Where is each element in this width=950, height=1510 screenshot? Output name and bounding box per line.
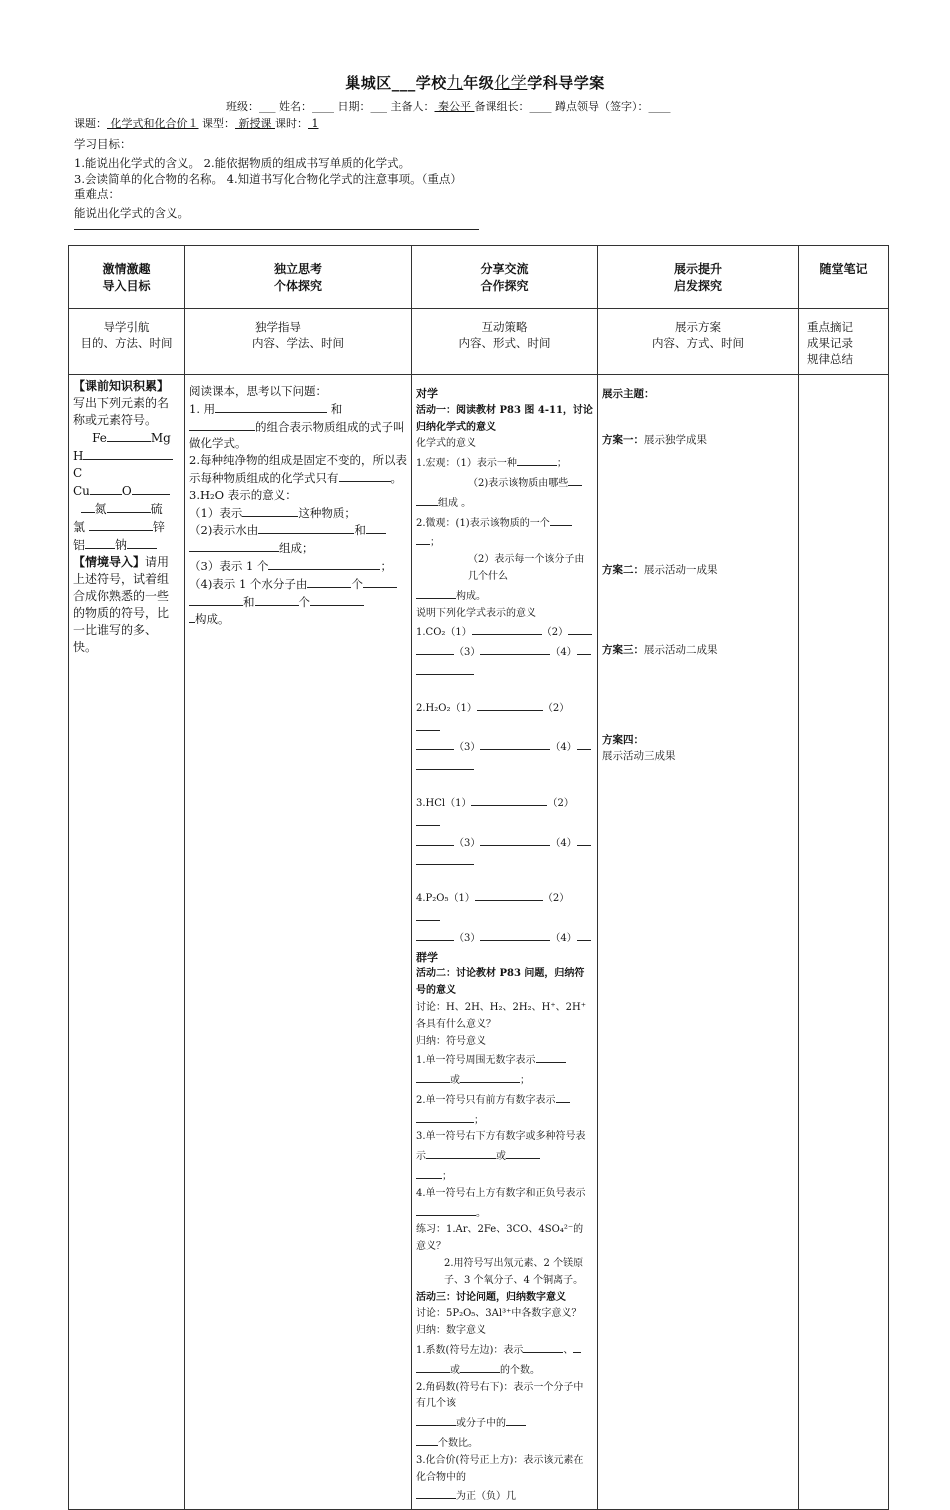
col-presentation bbox=[598, 375, 799, 1510]
blank[interactable] bbox=[416, 1070, 450, 1083]
key-point: 能说出化学式的含义。 bbox=[74, 206, 189, 220]
blank[interactable] bbox=[81, 500, 95, 513]
plan-1-text: 展示独学成果 bbox=[644, 434, 707, 446]
blank[interactable] bbox=[107, 429, 151, 442]
q3-item-4 bbox=[189, 575, 407, 593]
formula-h2o2-label: 2.H₂O₂（1） bbox=[416, 702, 477, 714]
blank[interactable] bbox=[480, 642, 550, 655]
objectives-label: 学习目标： bbox=[74, 137, 132, 151]
situation-heading: 【情境导入】 bbox=[73, 555, 146, 569]
number-rule-1-or: 或 bbox=[450, 1364, 460, 1376]
plan-3 bbox=[602, 642, 794, 658]
symbol-rule-4 bbox=[416, 1186, 593, 1223]
header-4-line-1: 展示提升 bbox=[673, 262, 722, 276]
formula-hcl bbox=[416, 793, 593, 833]
spacer bbox=[416, 682, 593, 698]
header-col-4 bbox=[598, 246, 799, 309]
summary-2-heading: 归纳：数字意义 bbox=[416, 1325, 486, 1337]
subheader-3-line-1: 互动策略 bbox=[481, 320, 528, 334]
macro-2 bbox=[416, 473, 593, 493]
number-rule-1-cont bbox=[416, 1360, 593, 1380]
blank[interactable] bbox=[577, 833, 591, 846]
symbol-rule-1-or: 或 bbox=[450, 1075, 460, 1087]
part-2-label: （2） bbox=[542, 702, 570, 714]
q2-text: 2.每种纯净物的组成是固定不变的，所以表示每种物质组成的化学式只有 bbox=[189, 453, 407, 485]
page-title bbox=[0, 70, 950, 93]
info-fields-rest: 备课组长：____ 蹲点领导（签字）：____ bbox=[474, 100, 671, 113]
element-row-2 bbox=[73, 447, 180, 482]
number-rule-2-end-line bbox=[416, 1433, 593, 1453]
micro-2-end: 构成。 bbox=[456, 590, 486, 602]
macro-2-text: （2)表示该物质由哪些 bbox=[468, 477, 569, 489]
header-col-3 bbox=[412, 246, 598, 309]
macro-2-end: 组成 。 bbox=[438, 497, 472, 509]
blank[interactable] bbox=[471, 793, 547, 806]
blank[interactable] bbox=[426, 1146, 496, 1159]
q3-item-4-cont bbox=[189, 593, 407, 611]
blank[interactable] bbox=[416, 1203, 476, 1216]
reading-intro: 阅读课本，思考以下问题： bbox=[189, 384, 327, 398]
number-rule-1 bbox=[416, 1340, 593, 1360]
element-row-3 bbox=[73, 482, 180, 500]
blank[interactable] bbox=[85, 536, 115, 549]
blank[interactable] bbox=[523, 1340, 563, 1353]
blank[interactable] bbox=[83, 447, 173, 460]
knowledge-instruction: 写出下列元素的名称或元素符号。 bbox=[73, 396, 170, 427]
question-1 bbox=[189, 400, 407, 452]
situation-text: 请用上述符号，试着组合成你熟悉的一些的物质的符号，比一比谁写的多、快。 bbox=[73, 555, 170, 654]
spacer bbox=[602, 658, 794, 732]
element-o: O bbox=[121, 484, 132, 498]
plan-4-label: 方案四： bbox=[602, 734, 644, 746]
header-col-1 bbox=[69, 246, 185, 309]
number-rule-2-end: 个数比。 bbox=[438, 1438, 478, 1450]
q3-item-4-end bbox=[189, 610, 407, 628]
col-self-study bbox=[185, 375, 412, 1510]
blank[interactable] bbox=[127, 536, 157, 549]
q3a-start: （1）表示 bbox=[189, 505, 243, 520]
question-2 bbox=[189, 452, 407, 487]
blank[interactable] bbox=[258, 521, 354, 534]
element-row-6 bbox=[73, 536, 180, 554]
plan-1 bbox=[602, 432, 794, 448]
blank[interactable] bbox=[480, 833, 550, 846]
formula-p2o5-cont bbox=[416, 928, 593, 948]
subheader-1-line-1: 导学引航 bbox=[103, 320, 150, 334]
blank[interactable] bbox=[568, 473, 582, 486]
preparer: 秦公平 bbox=[434, 100, 475, 113]
blank[interactable] bbox=[475, 888, 543, 901]
formula-co2-end bbox=[416, 662, 593, 682]
q3-item-2-cont bbox=[189, 539, 407, 557]
symbol-rule-3-text: 3.单一符号右下方有数字或多种符号表示 bbox=[416, 1131, 586, 1163]
header-3-line-1: 分享交流 bbox=[480, 262, 529, 276]
plan-1-label: 方案一： bbox=[602, 434, 644, 446]
header-1-line-2: 导入目标 bbox=[102, 279, 151, 293]
q2-end: 。 bbox=[390, 470, 402, 485]
micro-2 bbox=[416, 552, 593, 586]
formula-h2o2-cont bbox=[416, 737, 593, 757]
q3d-unit2: 个 bbox=[298, 594, 310, 609]
blank[interactable] bbox=[460, 1360, 500, 1373]
blank[interactable] bbox=[416, 1433, 438, 1446]
spacer bbox=[602, 402, 794, 432]
subheader-5-line-2: 成果记录 bbox=[807, 336, 853, 350]
q1-and: 和 bbox=[330, 401, 343, 416]
formula-co2 bbox=[416, 622, 593, 642]
blank[interactable] bbox=[416, 586, 456, 599]
blank[interactable] bbox=[577, 928, 591, 941]
formula-h2o2-end bbox=[416, 757, 593, 777]
symbol-rule-2-cont bbox=[416, 1110, 593, 1130]
subheader-col-2 bbox=[185, 309, 412, 375]
subheader-col-3 bbox=[412, 309, 598, 375]
number-rule-2-text: 2.角码数(符号右下)：表示一个分子中有几个该 bbox=[416, 1381, 584, 1410]
symbol-rule-1-end: ； bbox=[520, 1075, 530, 1087]
key-label: 重难点： bbox=[74, 187, 120, 201]
summary-1-heading: 归纳：符号意义 bbox=[416, 1035, 486, 1047]
header-3-line-2: 合作探究 bbox=[480, 279, 529, 293]
q3a-end: 这种物质； bbox=[298, 505, 356, 520]
plan-2-label: 方案二： bbox=[602, 564, 644, 576]
blank[interactable] bbox=[242, 504, 298, 517]
q3b-start: （2)表示水由 bbox=[189, 523, 259, 538]
blank[interactable] bbox=[568, 622, 592, 635]
blank[interactable] bbox=[416, 852, 474, 865]
header-1-line-1: 激情激趣 bbox=[102, 262, 151, 276]
q3d-end: 构成。 bbox=[195, 612, 230, 627]
number-rule-2-mid: 或分子中的 bbox=[456, 1418, 506, 1430]
micro-1-cont bbox=[416, 532, 593, 552]
element-fe: Fe bbox=[92, 431, 107, 445]
part-4-label: （4） bbox=[550, 837, 577, 849]
content-row bbox=[69, 375, 889, 1510]
blank[interactable] bbox=[268, 557, 380, 570]
group-study-heading: 群学 bbox=[416, 950, 438, 964]
blank[interactable] bbox=[517, 453, 557, 466]
blank[interactable] bbox=[310, 593, 364, 606]
part-4-label: （4） bbox=[550, 742, 577, 754]
col-warmup bbox=[69, 375, 185, 1510]
formula-co2-cont bbox=[416, 642, 593, 662]
blank[interactable] bbox=[416, 737, 454, 750]
activity-1-title: 活动一：阅读教材 P83 图 4-11，讨论归纳化学式的意义 bbox=[416, 404, 593, 433]
blank[interactable] bbox=[416, 813, 440, 826]
exercise-instruction: 说明下列化学式表示的意义 bbox=[416, 607, 536, 619]
q3c-end: ； bbox=[380, 558, 392, 573]
spacer bbox=[602, 578, 794, 642]
part-4-label: （4） bbox=[550, 647, 577, 659]
objective-line-1: 1.能说出化学式的含义。 2.能依据物质的组成书写单质的化学式。 bbox=[74, 156, 411, 170]
part-3-label: （3） bbox=[454, 837, 481, 849]
presentation-theme: 展示主题： bbox=[602, 388, 655, 400]
symbol-rule-3-or: 或 bbox=[496, 1151, 506, 1163]
title-mid: 年级 bbox=[463, 74, 495, 92]
number-rule-1-end: 的个数。 bbox=[500, 1364, 540, 1376]
macro-1 bbox=[416, 453, 593, 473]
q1-start: 1. 用 bbox=[189, 401, 216, 416]
subheader-col-1 bbox=[69, 309, 185, 375]
micro-1 bbox=[416, 513, 593, 533]
blank[interactable] bbox=[107, 500, 151, 513]
element-zn: 锌 bbox=[152, 520, 165, 534]
blank[interactable] bbox=[366, 521, 386, 534]
question-3: 3.H₂O 表示的意义： bbox=[189, 487, 297, 502]
plan-2-text: 展示活动一成果 bbox=[644, 564, 718, 576]
blank[interactable] bbox=[339, 469, 361, 482]
plan-3-text: 展示活动二成果 bbox=[644, 644, 718, 656]
symbol-rule-4-text: 4.单一符号右上方有数字和正负号表示 bbox=[416, 1187, 586, 1199]
type-label: 课型： bbox=[198, 117, 235, 130]
formula-meaning-heading: 化学式的意义 bbox=[416, 438, 476, 450]
symbol-rule-2-text: 2.单一符号只有前方有数字表示 bbox=[416, 1094, 556, 1106]
practice-1: 练习：1.Ar、2Fe、3CO、4SO₄²⁻的意义？ bbox=[416, 1224, 584, 1253]
discussion-2: 讨论：5P₂O₅、3Al³⁺中各数字意义？ bbox=[416, 1308, 582, 1320]
blank[interactable] bbox=[416, 532, 430, 545]
element-row-1 bbox=[73, 429, 180, 447]
blank[interactable] bbox=[416, 1413, 456, 1426]
subheader-col-5 bbox=[799, 309, 889, 375]
formula-p2o5-label: 4.P₂O₅（1） bbox=[416, 893, 475, 905]
subheader-col-4 bbox=[598, 309, 799, 375]
subheader-2-line-2: 内容、学法、时间 bbox=[252, 336, 344, 350]
blank[interactable] bbox=[416, 1486, 456, 1499]
blank[interactable] bbox=[477, 698, 543, 711]
pair-study-heading: 对学 bbox=[416, 387, 438, 400]
header-2-line-2: 个体探究 bbox=[273, 279, 322, 293]
micro-1-text: 2.微观：(1)表示该物质的一个 bbox=[416, 517, 550, 529]
blank[interactable] bbox=[577, 737, 591, 750]
subheader-row bbox=[69, 309, 889, 375]
info-line bbox=[226, 98, 671, 114]
col-notes[interactable] bbox=[799, 375, 889, 1510]
part-3-label: （3） bbox=[454, 932, 481, 944]
blank[interactable] bbox=[460, 1070, 520, 1083]
blank[interactable] bbox=[132, 482, 170, 495]
formula-hcl-label: 3.HCl（1） bbox=[416, 797, 472, 809]
blank[interactable] bbox=[577, 642, 591, 655]
title-grade: 九 bbox=[446, 73, 464, 92]
element-cl: 氯 bbox=[73, 520, 86, 534]
blank[interactable] bbox=[189, 539, 279, 552]
blank[interactable] bbox=[416, 642, 454, 655]
type-value: 新授课 bbox=[235, 117, 275, 130]
spacer bbox=[416, 777, 593, 793]
symbol-rule-3-cont bbox=[416, 1166, 593, 1186]
blank[interactable] bbox=[255, 593, 299, 606]
header-2-line-1: 独立思考 bbox=[273, 262, 322, 276]
part-3-label: （3） bbox=[454, 647, 481, 659]
q3b-end: 组成； bbox=[279, 541, 314, 556]
blank[interactable] bbox=[416, 1360, 450, 1373]
blank[interactable] bbox=[416, 662, 474, 675]
header-col-2 bbox=[185, 246, 412, 309]
number-rule-2-cont bbox=[416, 1413, 593, 1433]
macro-2-cont bbox=[416, 493, 593, 513]
blank[interactable] bbox=[480, 928, 550, 941]
q3b-and: 和 bbox=[354, 523, 366, 538]
subheader-5-line-1: 重点摘记 bbox=[807, 320, 853, 334]
number-rule-3-cont bbox=[416, 1486, 593, 1506]
topic-value: 化学式和化合价１ bbox=[107, 117, 199, 130]
blank[interactable] bbox=[416, 908, 440, 921]
blank[interactable] bbox=[573, 1340, 581, 1353]
header-row bbox=[69, 246, 889, 309]
subheader-2-line-1: 独学指导 bbox=[255, 320, 301, 334]
micro-1-end: ； bbox=[430, 537, 440, 549]
symbol-rule-2-end: ； bbox=[474, 1114, 484, 1126]
q3-item-1 bbox=[189, 504, 407, 522]
macro-1-end: ； bbox=[556, 458, 567, 470]
topic-line bbox=[74, 115, 319, 131]
element-cu: Cu bbox=[73, 484, 90, 498]
title-subject: 化学 bbox=[494, 73, 528, 92]
q1-end: 的组合表示物质组成的式子叫做化学式。 bbox=[189, 419, 405, 451]
symbol-rule-2 bbox=[416, 1090, 593, 1110]
hours-label: 课时： bbox=[275, 117, 308, 130]
number-rule-1-sep: 、 bbox=[563, 1345, 574, 1357]
micro-2-cont bbox=[416, 586, 593, 606]
discussion-1: 讨论：H、2H、H₂、2H₂、H⁺、2H⁺各具有什么意义？ bbox=[416, 1001, 586, 1030]
symbol-rule-4-end: 。 bbox=[476, 1207, 486, 1219]
blank[interactable] bbox=[416, 833, 454, 846]
formula-hcl-end bbox=[416, 852, 593, 872]
blank[interactable] bbox=[89, 518, 153, 531]
q3-item-3 bbox=[189, 557, 407, 575]
spacer bbox=[602, 448, 794, 562]
header-5-line-1: 随堂笔记 bbox=[819, 262, 868, 276]
q3d-start: （4)表示 1 个水分子由 bbox=[189, 576, 308, 591]
q3c-start: （3）表示 1 个 bbox=[189, 558, 269, 573]
blank[interactable] bbox=[472, 622, 542, 635]
blank[interactable] bbox=[361, 469, 391, 482]
blank[interactable] bbox=[480, 737, 550, 750]
objective-line-2: 3.会读简单的化合物的名称。 4.知道书写化合物化学式的注意事项。（重点） bbox=[74, 172, 462, 186]
blank[interactable] bbox=[506, 1413, 526, 1426]
part-3-label: （3） bbox=[454, 742, 481, 754]
header-4-line-2: 启发探究 bbox=[673, 279, 722, 293]
subheader-5-line-3: 规律总结 bbox=[807, 352, 853, 366]
plan-3-label: 方案三： bbox=[602, 644, 644, 656]
symbol-rule-3 bbox=[416, 1129, 593, 1166]
blank[interactable] bbox=[90, 482, 122, 495]
blank[interactable] bbox=[416, 1166, 442, 1179]
part-2-label: （2） bbox=[547, 797, 574, 809]
formula-hcl-cont bbox=[416, 833, 593, 853]
situation-block bbox=[73, 554, 180, 656]
element-na: 钠 bbox=[115, 538, 128, 552]
hours-value: 1 bbox=[308, 117, 319, 130]
knowledge-heading: 【课前知识积累】 bbox=[73, 379, 170, 393]
blank[interactable] bbox=[416, 757, 474, 770]
macro-1-text: 1.宏观：（1）表示一种 bbox=[416, 458, 517, 470]
number-rule-3-end: 为正（负）几 bbox=[456, 1491, 516, 1503]
q3-item-2 bbox=[189, 521, 407, 539]
divider bbox=[74, 229, 479, 230]
element-h: H bbox=[73, 449, 84, 463]
blank[interactable] bbox=[556, 1090, 570, 1103]
element-row-5 bbox=[73, 518, 180, 536]
part-2-label: （2） bbox=[541, 627, 569, 639]
micro-2-text: （2）表示每一个该分子由几个什么 bbox=[468, 554, 585, 582]
plan-4-text: 展示活动三成果 bbox=[602, 750, 676, 762]
element-c: C bbox=[73, 466, 83, 480]
blank[interactable] bbox=[416, 718, 440, 731]
blank[interactable] bbox=[363, 575, 397, 588]
formula-h2o2 bbox=[416, 698, 593, 738]
part-4-label: （4） bbox=[550, 932, 577, 944]
formula-co2-label: 1.CO₂（1） bbox=[416, 627, 472, 639]
element-n: 氮 bbox=[94, 502, 107, 516]
title-prefix: 巢城区___学校 bbox=[345, 74, 447, 92]
lesson-table bbox=[68, 245, 889, 1510]
q3d-and: 和 bbox=[243, 594, 255, 609]
practice-2: 2.用符号写出氖元素、2 个镁原子、3 个氧分子、4 个铜离子。 bbox=[444, 1258, 584, 1286]
element-al: 铝 bbox=[73, 538, 86, 552]
blank[interactable] bbox=[215, 400, 327, 413]
activity-2-title: 活动二：讨论教材 P83 问题，归纳符号的意义 bbox=[416, 968, 585, 997]
blank[interactable] bbox=[550, 513, 572, 526]
formula-p2o5 bbox=[416, 888, 593, 928]
topic-label: 课题： bbox=[74, 117, 107, 130]
element-row-4 bbox=[73, 500, 180, 518]
blank[interactable] bbox=[416, 1110, 474, 1123]
symbol-rule-1-cont bbox=[416, 1070, 593, 1090]
subheader-1-line-2: 目的、方法、时间 bbox=[80, 336, 173, 350]
element-s: 硫 bbox=[150, 502, 163, 516]
number-rule-3-text: 3.化合价(符号正上方)：表示该元素在化合物中的 bbox=[416, 1454, 584, 1483]
blank[interactable] bbox=[416, 493, 438, 506]
activity-3-title: 活动三：讨论问题，归纳数字意义 bbox=[416, 1291, 566, 1303]
blank[interactable] bbox=[536, 1050, 566, 1063]
blank[interactable] bbox=[189, 593, 243, 606]
subheader-4-line-1: 展示方案 bbox=[675, 320, 721, 334]
spacer bbox=[416, 872, 593, 888]
part-2-label: （2） bbox=[542, 893, 570, 905]
blank[interactable] bbox=[189, 418, 255, 431]
blank[interactable] bbox=[506, 1146, 540, 1159]
subheader-4-line-2: 内容、方式、时间 bbox=[652, 336, 744, 350]
title-suffix: 学科导学案 bbox=[527, 74, 605, 92]
symbol-rule-1 bbox=[416, 1050, 593, 1070]
blank[interactable] bbox=[416, 928, 454, 941]
number-rule-1-text: 1.系数(符号左边)：表示 bbox=[416, 1345, 524, 1357]
element-mg: Mg bbox=[150, 431, 171, 445]
q3d-unit: 个 bbox=[351, 576, 363, 591]
plan-2 bbox=[602, 562, 794, 578]
blank[interactable] bbox=[307, 575, 351, 588]
header-col-5 bbox=[799, 246, 889, 309]
symbol-rule-3-end: ； bbox=[442, 1171, 452, 1183]
subheader-3-line-2: 内容、形式、时间 bbox=[458, 336, 551, 350]
info-fields: 班级：___ 姓名：____ 日期：___ 主备人： bbox=[226, 100, 435, 113]
symbol-rule-1-text: 1.单一符号周围无数字表示 bbox=[416, 1055, 536, 1067]
col-cooperation bbox=[412, 375, 598, 1510]
